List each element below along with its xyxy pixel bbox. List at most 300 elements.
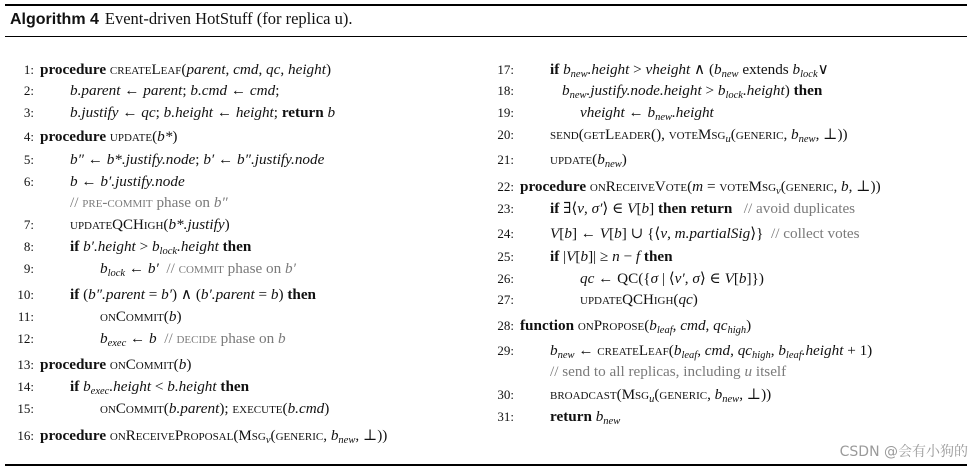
line-code [520,316,751,340]
code-token: vheight [645,61,691,78]
line-number: 14: [17,379,34,394]
code-token: ( [270,427,276,444]
line-code [100,259,296,283]
code-token: parent [186,61,226,78]
code-token: onCommit [100,401,164,417]
code-token: generic [735,127,784,143]
code-token: ( [668,342,674,359]
code-token: .justify.node.height [586,82,702,99]
code-token: // avoid duplicates [732,200,856,217]
code-token: ( [163,400,169,417]
code-token: ∨ [817,61,829,78]
code-token: ] ∪ {⟨ [621,225,661,242]
code-token: b [714,386,723,403]
code-token: ( [163,308,169,325]
code-token: , [684,270,693,287]
code-token: b″.parent [88,286,145,303]
code-token: ) [324,400,330,417]
code-token: b [673,342,682,359]
line-number: 23: [497,201,514,216]
line-code [550,247,673,266]
code-token: procedure [40,356,110,373]
code-token: createLeaf [597,343,669,359]
code-token: b′.justify.node [100,173,185,190]
line-number: 6: [23,174,34,189]
code-token: then [789,82,823,99]
code-token: ( [644,317,650,334]
code-token: ← [83,151,107,168]
code-token: ∧ ( [690,61,715,78]
code-token: then [283,286,317,303]
code-token: b [550,342,558,359]
code-token: if [550,200,564,217]
code-token: ( [83,286,89,303]
code-token: update [550,152,593,168]
code-token: b [149,330,157,347]
code-token: broadcast [550,387,617,403]
code-token: createLeaf [109,62,182,78]
watermark: CSDN @会有小狗的 [839,444,968,460]
line-code [550,199,855,218]
code-token: updateQCHigh [70,217,164,233]
code-token: lock [107,268,126,279]
code-token: onReceiveVote [589,179,688,195]
line-number: 9: [23,261,34,276]
top-rule [5,4,967,6]
code-token: b [178,356,187,373]
code-token: ( [616,386,622,403]
code-token: b″ [213,194,228,211]
algorithm-label: Algorithm 4 [10,11,99,28]
code-token: b [562,82,570,99]
code-token: new [570,69,588,80]
code-token: .height [177,238,219,255]
code-token: .height [587,61,630,78]
code-token: b [563,61,571,78]
line-code [100,329,286,353]
code-token: ⟩} [750,225,764,242]
code-token: lock [159,246,178,257]
code-token: exec [90,386,110,397]
code-token: ← [126,330,150,347]
line-number: 22: [497,179,514,194]
code-token: b [270,286,279,303]
code-token: new [338,435,356,446]
code-token: .height [742,82,785,99]
code-token: procedure [40,427,110,444]
code-token: ) [172,128,178,145]
code-token: b [100,330,108,347]
line-number: 28: [497,318,514,333]
code-token: [ [575,248,581,265]
line-number: 31: [497,409,514,424]
code-token: .height [801,342,844,359]
code-token: ) [784,82,790,99]
code-token: [ [733,270,739,287]
code-token: vheight [580,104,625,121]
code-token: if [550,61,564,78]
code-token: // collect votes [763,225,860,242]
code-token: ⟩ ∈ [699,270,725,287]
line-code [40,426,387,450]
code-token: lock [800,69,818,80]
code-token: ∃⟨ [563,200,578,217]
code-token: execute [232,401,283,417]
code-token: voteMsg [719,179,777,195]
code-token: ← [213,104,236,121]
code-token: ; [195,151,204,168]
code-token: ( [173,356,179,373]
code-token: ( [654,386,660,403]
code-token: high [752,350,771,361]
line-code [70,81,279,100]
line-code [550,125,848,149]
code-token: ← QC({ [594,270,651,287]
code-token: , [672,317,681,334]
code-token: new [604,159,622,170]
code-token: , [833,178,842,195]
line-number: 10: [17,287,34,302]
code-token: b.cmd [190,82,228,99]
code-token: ( [152,128,158,145]
code-token: ]}) [746,270,764,287]
code-token: b [647,104,656,121]
code-token: , ⊥)) [815,126,848,143]
code-token: ( [163,216,169,233]
code-token: new [557,350,575,361]
code-token: b′ [147,260,159,277]
code-token: V [724,270,734,287]
code-token: onCommit [109,357,174,373]
code-token: ← [125,260,148,277]
code-token: cmd [680,317,706,334]
code-token: v [660,225,668,242]
code-token: if [550,248,564,265]
code-token: b′.height [83,238,136,255]
line-code [70,237,251,261]
code-token: b [83,378,91,395]
line-number: 27: [497,292,514,307]
code-token: new [798,134,816,145]
code-token: ( [578,126,584,143]
code-token: b′.parent [200,286,255,303]
code-token: ; [275,82,280,99]
code-token: b*.justify [168,216,225,233]
code-token: b″.justify.node [237,151,325,168]
code-token: ← [624,104,648,121]
code-token: qc [580,270,595,287]
code-token: b [649,317,657,334]
code-token: new [569,90,587,101]
algorithm-caption [10,9,352,29]
code-token: b.parent [168,400,220,417]
code-token: ( [233,427,239,444]
line-code [550,407,620,431]
line-code [70,377,249,401]
code-token: [ [636,200,642,217]
code-token: // send to all replicas, including [550,363,745,380]
code-token: pre-commit [82,195,153,211]
code-token: onPropose [577,318,645,334]
line-number: 1: [23,62,34,77]
code-token: > [135,238,152,255]
code-token: leaf [785,350,802,361]
line-number: 11: [17,309,34,324]
code-token: , ⊥)) [848,178,881,195]
code-token: v [577,200,584,217]
code-token: b [778,342,786,359]
line-code [520,177,881,201]
code-token: new [721,69,739,80]
code-token: b.height [163,104,214,121]
code-token: // [70,194,83,211]
code-token: if [70,378,84,395]
line-code [580,290,698,310]
code-token: V [566,248,576,265]
code-token: ; [182,82,191,99]
code-token: qc [141,104,156,121]
line-number: 15: [17,401,34,416]
code-token: generic [275,428,324,444]
code-token: < [151,378,168,395]
code-token: ( [592,151,598,168]
code-token: m.partialSig [674,225,751,242]
code-token: | ⟨ [658,270,675,287]
code-token: b [641,200,650,217]
code-token: if [70,238,84,255]
code-token: σ [650,270,659,287]
code-token: cmd [249,82,276,99]
line-code [550,385,771,409]
code-token: b [597,151,605,168]
line-number: 18: [497,83,514,98]
line-number: 5: [23,152,34,167]
code-token: b [100,260,108,277]
line-code [580,269,764,288]
line-number: 25: [497,249,514,264]
bottom-rule [5,464,967,466]
line-number: 7: [23,217,34,232]
code-token: new [722,394,740,405]
code-token: new [655,112,672,123]
code-token: itself [752,363,787,380]
code-token: ← [227,82,250,99]
code-token: decide [176,331,217,347]
code-token: qc [713,317,728,334]
code-token: ← [120,82,144,99]
code-token: lock [725,90,743,101]
code-token: b [595,408,604,425]
code-token: leaf [681,350,698,361]
code-token: voteMsg [668,127,726,143]
code-token: new [603,416,621,427]
code-token: b [70,173,78,190]
code-token: b′ [203,151,215,168]
code-token: ) ∧ ( [172,286,201,303]
code-token: , ⊥)) [355,427,388,444]
code-token: cmd [233,61,259,78]
code-token: phase on [152,194,214,211]
code-token: send [550,127,579,143]
code-token: , [697,342,705,359]
code-token: ← [118,104,142,121]
code-token: then [218,238,252,255]
code-token: b [580,248,589,265]
line-number: 30: [497,387,514,402]
code-token: ] [649,200,658,217]
code-token: b.justify [70,104,119,121]
code-token: ) [621,151,627,168]
code-token: b*.justify.node [106,151,196,168]
code-token: b [330,427,339,444]
code-token: σ [692,270,700,287]
line-code [70,150,324,169]
code-token: = [254,286,271,303]
line-number: 19: [497,105,514,120]
line-number: 29: [497,343,514,358]
code-token: m [692,178,704,195]
code-token: , [707,386,715,403]
code-token: ( [181,61,187,78]
line-number: 12: [17,331,34,346]
code-token: ← [214,151,238,168]
line-code [70,103,335,122]
line-number: 13: [17,357,34,372]
code-token: , [584,200,592,217]
code-token: u [744,363,753,380]
code-token: , [705,317,714,334]
code-token: ); [219,400,233,417]
line-code [550,362,786,381]
code-token: V [599,225,610,242]
code-token: phase on [216,330,278,347]
code-token: function [520,317,578,334]
code-token: , [225,61,234,78]
code-token: (), [651,126,669,143]
line-code [40,60,331,80]
line-number: 26: [497,271,514,286]
code-token: Msg [621,387,650,403]
code-token: extends [738,61,793,78]
code-token: ⟩ ∈ [602,200,628,217]
code-token: , [770,342,779,359]
code-token: ) [746,317,752,334]
line-number: 2: [23,83,34,98]
line-number: 8: [23,239,34,254]
code-token: b′ [161,286,173,303]
code-token: parent [143,82,183,99]
code-token: .height [109,378,152,395]
code-token: if [70,286,84,303]
code-token: phase on [223,260,286,277]
code-token: b [168,308,177,325]
code-token: high [727,325,747,336]
code-token: procedure [40,128,110,145]
code-token: qc [678,291,693,308]
code-token: return [281,104,328,121]
code-token: b [841,178,849,195]
code-token: b [277,330,286,347]
code-token: qc [737,342,753,359]
code-token: n [612,248,620,265]
code-token: generic [659,387,708,403]
code-token: b′ [285,260,296,277]
line-code [40,127,177,147]
code-token: ) [176,308,182,325]
line-code [70,193,228,213]
code-token: , [258,61,267,78]
code-token: ( [780,178,786,195]
line-number: 17: [497,62,514,77]
code-token: .height [672,104,714,121]
code-token: , [667,225,675,242]
code-token: height [235,104,274,121]
code-token: b″ [70,151,84,168]
code-token: | [563,248,567,265]
code-token: return [550,408,596,425]
code-token: commit [178,261,224,277]
code-token: ]| ≥ [588,248,613,265]
code-token: b [714,61,722,78]
line-code [580,103,714,127]
code-token: b [738,270,747,287]
code-token: // [158,260,179,277]
code-token: ] ← [571,225,600,242]
code-token: , [323,427,331,444]
code-token: b [564,225,572,242]
code-token: ← [574,342,598,359]
code-token: = [703,178,720,195]
code-token: ) [278,286,284,303]
code-token: [ [559,225,565,242]
code-token: V [627,200,637,217]
code-token: ) [186,356,192,373]
code-token: b [717,82,726,99]
line-number: 4: [23,129,34,144]
line-number: 20: [497,127,514,142]
code-token: + 1) [843,342,873,359]
code-token: getLeader [583,127,652,143]
line-code [562,81,822,105]
code-token: then [216,378,250,395]
code-token: ( [687,178,693,195]
code-token: cmd [704,342,731,359]
code-token: qc [266,61,281,78]
code-token: b [791,126,799,143]
code-token: ; [273,104,282,121]
code-token: v [265,435,271,446]
code-token: b [792,61,801,78]
code-token: , [280,61,288,78]
code-token: b [327,104,336,121]
code-token: then [640,248,673,265]
code-token: b [151,238,160,255]
line-number: 24: [497,226,514,241]
code-token: b [614,225,622,242]
code-token: ( [282,400,288,417]
code-token: − [619,248,636,265]
code-token: ) [325,61,332,78]
code-token: leaf [656,325,673,336]
line-code [70,215,230,235]
code-token: exec [107,338,127,349]
line-number: 3: [23,105,34,120]
line-code [100,307,182,327]
code-token: ) [224,216,230,233]
code-token: , [783,126,792,143]
code-token: u [725,134,731,145]
code-token: σ′ [591,200,603,217]
